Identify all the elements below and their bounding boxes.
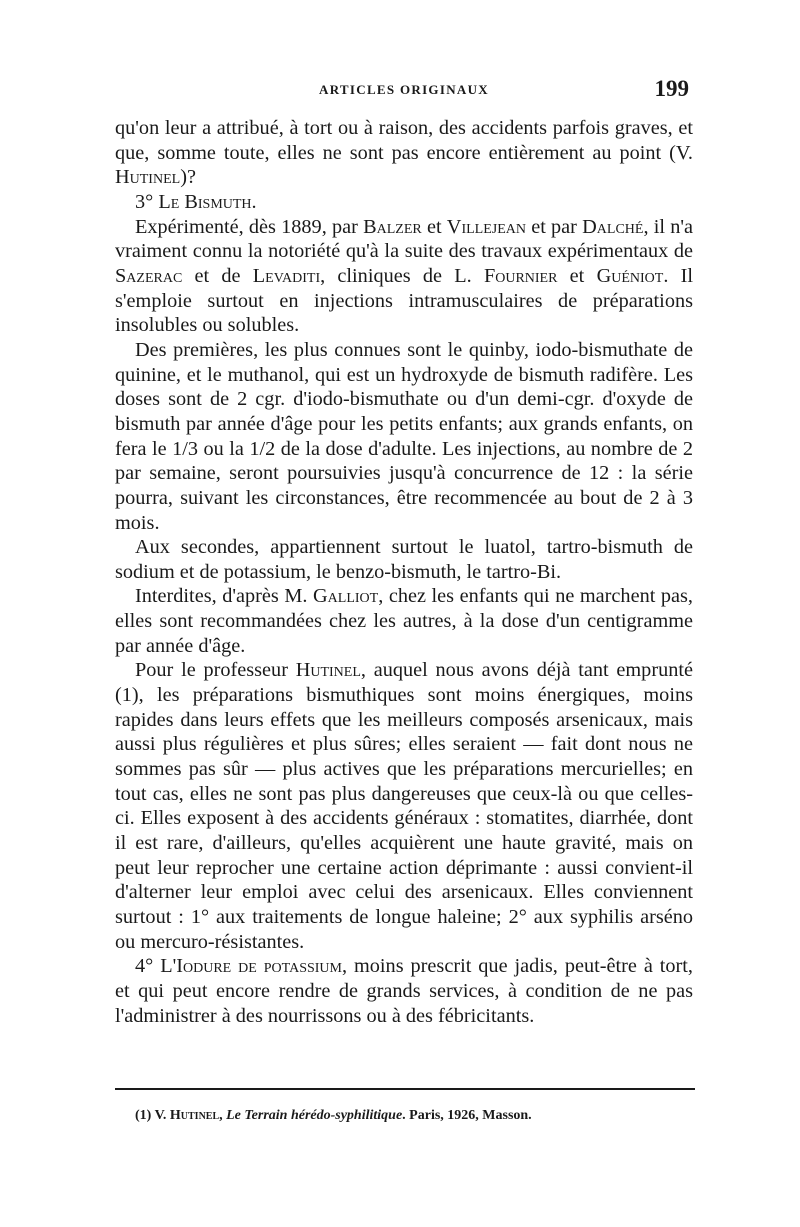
author-name: Hutinel xyxy=(295,659,361,682)
paragraph-soluble-preparations: Aux secondes, appartiennent surtout le luatol, tartro-bismuth de sodium et de potassium, le benzo-bismuth, le tartro-Bi. xyxy=(115,536,693,583)
footnote-author: Hutinel xyxy=(169,1108,220,1123)
page-number: 199 xyxy=(654,76,689,101)
section-heading-bismuth: 3° Le Bismuth. xyxy=(135,190,257,213)
author-name: Sazerac xyxy=(115,264,183,287)
running-title: ARTICLES ORIGINAUX xyxy=(319,82,489,97)
author-name: Fournier xyxy=(483,264,558,287)
page-header xyxy=(115,74,693,106)
paragraph-iodure-potassium: 4° L'Iodure de potassium, moins prescrit que jadis, peut-être à tort, et qui peut encore rendre de grands services, à condition de ne pas l'administrer à des nourrissons ou à des fébricitants. xyxy=(115,955,693,1027)
author-name: Dalché xyxy=(582,215,644,238)
author-name: Guéniot xyxy=(596,264,664,287)
paragraph-insoluble-preparations: Des premières, les plus connues sont le quinby, iodo-bismuthate de quinine, et le muthanol, qui est un hydroxyde de bismuth radifère. Les doses sont de 2 cgr. d'iodo-bismuthate ou d'un demi-cgr. d'oxyde de bismuth par année d'âge pour les petits enfants; aux grands enfants, on fera le 1/3 ou la 1/2 de la dose d'adulte. Les injections, au nombre de 2 par semaine, seront poursuivies jusqu'à concurrence de 12 : la série pourra, suivant les circonstances, être recommencée au bout de 2 à 3 mois. xyxy=(115,338,693,534)
paragraph-hutinel-opinion: Pour le professeur Hutinel, auquel nous avons déjà tant emprunté (1), les préparations bismuthiques sont moins énergiques, moins rapides dans leurs effets que les meilleurs composés arsenicaux, mais aussi plus régulières et plus sûres; elles seraient — fait dont nous ne sommes pas sûr — plus actives que les préparations mercurielles; en tout cas, elles ne sont pas plus dangereuses que ceux-là ou que celles-ci. Elles exposent à des accidents généraux : stomatites, diarrhée, dont il est rare, d'ailleurs, qu'elles acquièrent une haute gravité, mais on peut leur reprocher une certaine action déprimante : aussi convient-il d'alterner leur emploi avec celui des arsenicaux. Elles conviennent surtout : 1° aux traitements de longue haleine; 2° aux syphilis arséno ou mercuro-résistantes. xyxy=(115,659,693,953)
author-name: Levaditi xyxy=(252,264,321,287)
footnote-divider xyxy=(115,1088,695,1090)
author-name: Galliot xyxy=(313,585,379,608)
paragraph-bismuth-history: Expérimenté, dès 1889, par Balzer et Villejean et par Dalché, il n'a vraiment connu la notoriété qu'à la suite des travaux expérimentaux de Sazerac et de Levaditi, cliniques de L. Fournier et Guéniot. Il s'emploie surtout en injections intramusculaires de préparations insolubles ou solubles. xyxy=(115,215,694,337)
author-name: Villejean xyxy=(446,215,526,238)
paragraph-galliot: Interdites, d'après M. Galliot, chez les enfants qui ne marchent pas, elles sont recommandées chez les autres, à la dose d'un centigramme par année d'âge. xyxy=(115,585,694,657)
paragraph-continuation: qu'on leur a attribué, à tort ou à raison, des accidents parfois graves, et que, somme toute, elles ne sont pas encore entièrement au point (V. Hutinel)? xyxy=(115,117,693,189)
footnote: (1) V. Hutinel, Le Terrain hérédo-syphilitique. Paris, 1926, Masson. xyxy=(135,1108,532,1123)
author-name: Hutinel xyxy=(115,166,181,189)
article-body xyxy=(115,116,693,1028)
author-name: Balzer xyxy=(363,215,422,238)
footnote-title: Le Terrain hérédo-syphilitique xyxy=(226,1108,403,1123)
